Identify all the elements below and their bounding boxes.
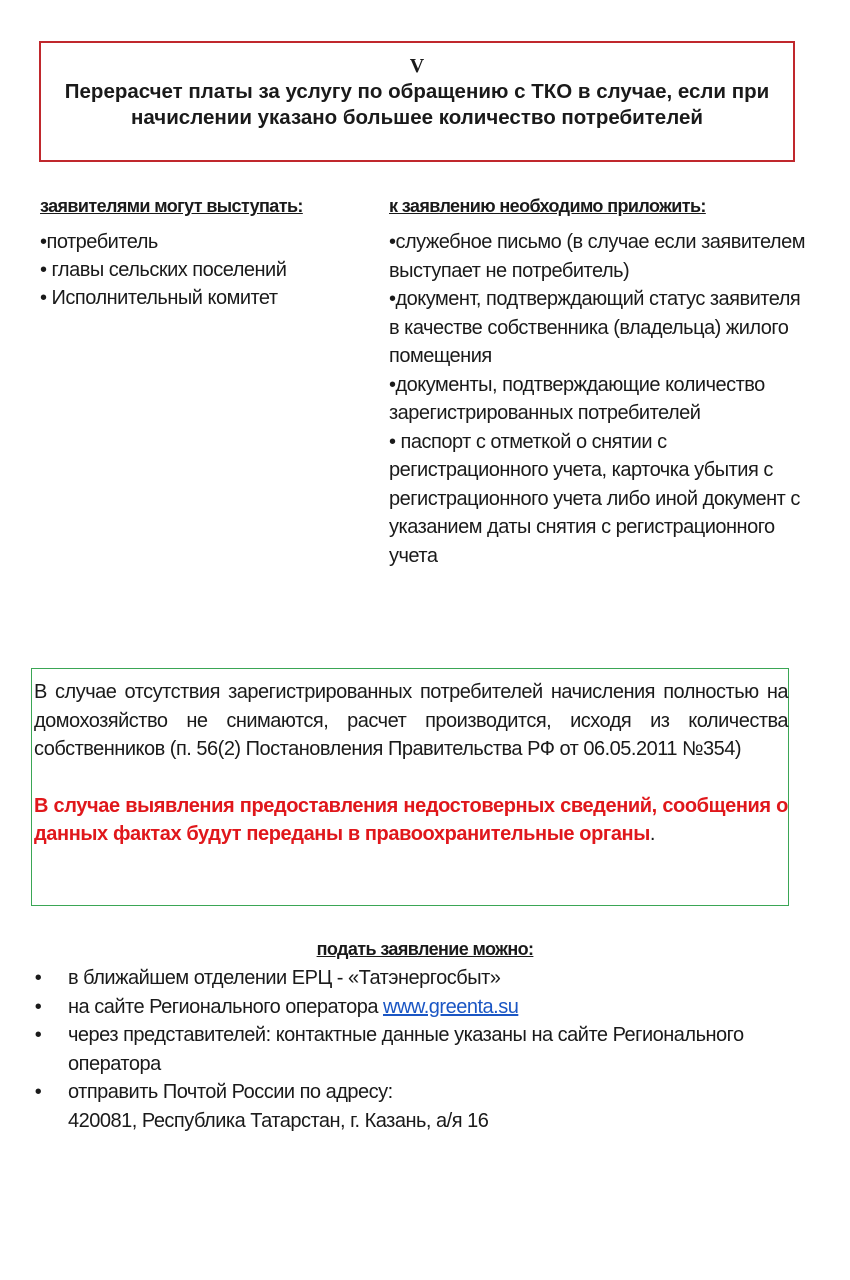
- bullet: •: [34, 1081, 42, 1103]
- note-box: [31, 668, 789, 906]
- submit-option-representatives: через представителей: контактные данные указаны на сайте Регионального оператора: [68, 1024, 744, 1075]
- submit-heading: подать заявление можно:: [316, 939, 534, 959]
- note-paragraph: В случае отсутствия зарегистрированных потребителей начисления полностью на домохозяйство не снимаются, расчет производится, исходя из количества собственников (п. 56(2) Постановления Правительства РФ от 06.05.2011 №354): [34, 681, 788, 760]
- list-item: • главы сельских поселений: [40, 259, 287, 281]
- list-item: •документ, подтверждающий статус заявителя в качестве собственника (владельца) жилого помещения: [389, 288, 801, 367]
- warning-period: .: [649, 822, 656, 845]
- section-numeral: V: [409, 55, 425, 77]
- list-item: [32, 1078, 792, 1135]
- list-item: [32, 993, 792, 1022]
- attachments-list: [389, 228, 809, 570]
- bullet: •: [34, 995, 42, 1018]
- list-item: • Исполнительный комитет: [40, 287, 278, 309]
- applicants-list: [40, 228, 370, 312]
- attachments-column: [389, 194, 809, 570]
- list-item: •служебное письмо (в случае если заявителем выступает не потребитель): [389, 231, 805, 282]
- list-item: •документы, подтверждающие количество зарегистрированных потребителей: [389, 373, 765, 424]
- page-title: Перерасчет платы за услугу по обращению с ТКО в случае, если при начислении указано большее количество потребителей: [64, 80, 770, 129]
- operator-website-link[interactable]: www.greenta.su: [383, 995, 519, 1018]
- list-item: [32, 1021, 792, 1078]
- list-item: [32, 964, 792, 993]
- warning-paragraph: [34, 792, 788, 848]
- submit-option-post: отправить Почтой России по адресу:: [68, 1081, 393, 1103]
- bullet: •: [34, 967, 42, 989]
- postal-address: 420081, Республика Татарстан, г. Казань, а/я 16: [68, 1109, 489, 1132]
- bullet: •: [34, 1024, 42, 1046]
- applicants-column: [40, 194, 370, 312]
- list-item: • паспорт с отметкой о снятии с регистрационного учета, карточка убытия с регистрационного учета либо иной документ с указанием даты снятия с регистрационного учета: [389, 430, 800, 567]
- submit-option-office: в ближайшем отделении ЕРЦ - «Татэнергосбыт»: [68, 967, 501, 989]
- title-box: [39, 41, 795, 162]
- list-item: •потребитель: [40, 231, 158, 253]
- attachments-heading: к заявлению необходимо приложить:: [389, 196, 706, 216]
- submit-options-list: [32, 964, 792, 1135]
- warning-text: В случае выявления предоставления недостоверных сведений, сообщения о данных фактах будут переданы в правоохранительные органы: [34, 794, 788, 845]
- applicants-heading: заявителями могут выступать:: [40, 196, 303, 216]
- submit-option-website: на сайте Регионального оператора: [68, 995, 384, 1018]
